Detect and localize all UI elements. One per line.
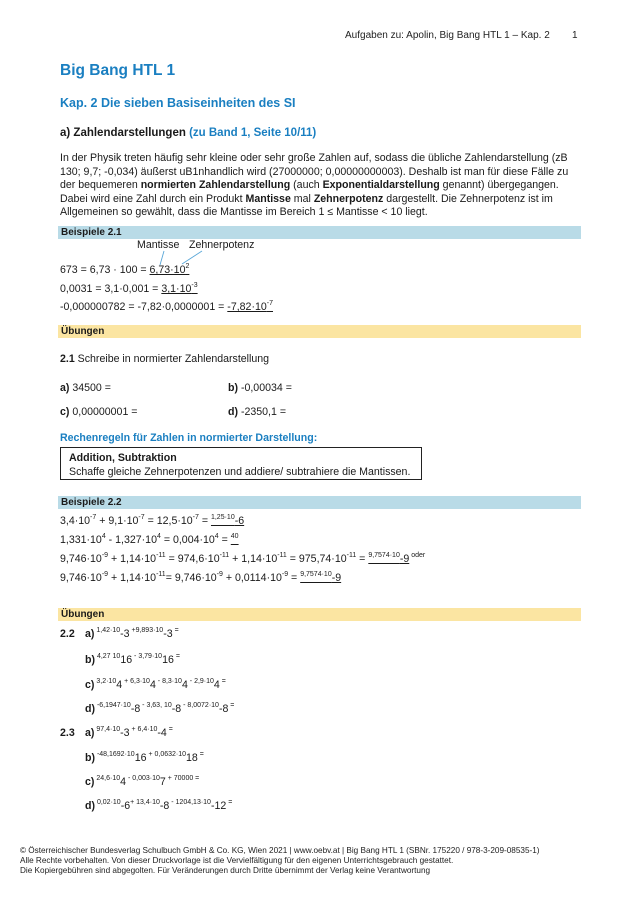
exponent: -7 [192,514,199,521]
section-title-text: a) Zahlendarstellungen [60,127,190,139]
expression-part: -4 [157,727,167,739]
exponent: 97,4·10 [94,726,121,733]
exponent: -9 [216,571,223,578]
exponent: = [226,799,233,806]
footer-line-3: Die Kopiergebühren sind abgegolten. Für Veränderungen durch Dritte übernimmt der Verlag keine Verantwortung [20,866,431,876]
exponent: 9,7574·10 [300,571,332,578]
item-letter: d) [228,406,238,418]
expression-part: - 1,327·10 [105,534,157,546]
expression-part: 4 [149,679,156,691]
exponent: - 8,0072·10 [181,702,219,709]
rules-heading: Rechenregeln für Zahlen in normierter Darstellung: [60,432,318,444]
exercise-2-2-d [85,703,234,715]
expression-part: -3 [120,727,130,739]
expression-part: 4 [213,679,220,691]
exponent: + 6,3·10 [122,678,150,685]
exercise-2-1-task [60,353,269,365]
example-2-2-row-2 [60,534,239,546]
exercise-instruction: Schreibe in normierter Zahlendarstellung [74,353,270,365]
examples-2-2-bar: Beispiele 2.2 [58,496,581,509]
exponent: 0,02·10 [95,799,121,806]
exercise-2-2-b [85,654,180,666]
exponent: = [197,751,204,758]
result-exponent: 2 [185,263,190,270]
expression-part: -9 [399,553,410,565]
exponent: - 2,9·10 [187,678,214,685]
exponent: -11 [277,552,287,559]
rule-box-title: Addition, Subtraktion [69,452,177,464]
exponent: -48,1692·10 [95,751,135,758]
expression-part: -6 [120,800,131,812]
expression-part: = 974,6·10 [165,553,220,565]
expression-part: -9 [331,572,342,584]
example-line-3-result [227,301,273,313]
expression-part: = [218,534,231,546]
exercise-2-2-a [85,628,179,640]
underlined-result [211,515,244,527]
item-letter: a) [85,727,95,739]
examples-2-1-bar: Beispiele 2.1 [58,226,581,239]
exponent: -11 [219,552,230,559]
example-line-2-text: 0,0031 = 3,1·0,001 = [60,283,162,295]
expression-part: = [288,572,301,584]
underlined-result [368,553,409,565]
footer-line-1: © Österreichischer Bundesverlag Schulbuch GmbH & Co. KG, Wien 2021 | www.oebv.at | Big Bang HTL 1 (SBNr. 175220 / 978-3-209-08535-1) [20,846,540,855]
example-2-2-row-3 [60,553,425,565]
expression-part: -6 [234,515,245,527]
example-line-1 [60,264,189,276]
item-letter: a) [60,382,70,394]
exercise-2-3-c [85,776,199,788]
exponent: - 3,79·10 [132,653,163,660]
underlined-result [300,572,341,584]
intro-text-5: dargestellt. Die Zehnerpotenz ist im Allgemeinen so gewählt, dass die Mantisse im Bereich 1 ≤ Mantisse < 10 liegt. [60,192,553,219]
expression-part: = 0,004·10 [160,534,215,546]
expression-part: + 9,1·10 [96,515,139,527]
expression-part: 1,331·10 [60,534,102,546]
section-title [60,127,316,139]
exercise-2-3-number: 2.3 [60,727,75,739]
term-zehnerpotenz: Zehnerpotenz [313,192,384,205]
exercise-number: 2.1 [60,353,75,365]
exponent: 1,25·10 [210,514,235,521]
exponent: -9 [101,552,109,559]
exercise-2-2-c [85,679,226,691]
exercises-bar-2: Übungen [58,608,581,621]
page-number: 1 [572,30,578,41]
result-mantissa: 3,1·10 [161,283,192,295]
item-text: 34500 = [69,382,111,394]
expression-part: -3 [120,628,130,640]
item-text: -0,00034 = [238,382,292,394]
expression-part: -8 [171,703,182,715]
exponent: 4 [101,533,106,540]
exercise-2-3-a [85,727,173,739]
exponent: -7 [90,514,97,521]
expression-part: -8 [159,800,170,812]
expression-part: -3 [163,628,173,640]
expression-part: 18 [186,752,198,764]
exponent: 4 [156,533,161,540]
expression-part: 16 [120,654,133,666]
section-reference: (zu Band 1, Seite 10/11) [189,127,317,139]
term-exponential: Exponentialdarstellung [322,179,440,192]
item-text: 0,00000001 = [69,406,138,418]
intro-text-1: In der Physik treten häufig sehr kleine oder sehr große Zahlen auf, sodass die übliche Zahlendarstellung (zB 130; 9,7; -0,034) äußerst uB1nhandlich wird (27000000; 0,00000000003). Deshalb ist man für diese Fälle zu der bequemeren [60,152,569,192]
exercise-2-3-d [85,800,232,812]
expression-part: + 1,14·10 [108,572,157,584]
exponent: - 0,003·10 [126,775,160,782]
example-line-1-text: 673 = 6,73 · 100 = [60,264,150,276]
intro-text-3: genannt) übergegangen. Dabei wird eine Zahl durch ein Produkt [60,179,559,205]
running-header: Aufgaben zu: Apolin, Big Bang HTL 1 – Kap. 2 [345,30,550,41]
item-letter: b) [85,752,95,764]
exponent: -7 [138,514,145,521]
exponent: = [173,653,180,660]
expression-part: 16 [134,752,147,764]
item-letter: c) [60,406,70,418]
item-letter: b) [228,382,238,394]
example-line-1-result [150,264,190,276]
term-mantisse: Mantisse [245,192,291,205]
expression-part: + 1,14·10 [229,553,278,565]
exponent: -9 [101,571,109,578]
exponent: + 0,0632·10 [146,751,187,758]
result-exponent: -7 [266,300,273,307]
exponent: - 3,63, 10 [140,702,172,709]
example-2-2-row-1 [60,515,244,527]
item-text: -2350,1 = [238,406,287,418]
exponent: 4,27 10 [95,653,121,660]
item-letter: d) [85,800,95,812]
example-line-2-result [161,283,197,295]
expression-part: 7 [159,776,166,788]
expression-part: = 9,746·10 [165,572,217,584]
expression-part: -8 [130,703,141,715]
item-letter: c) [85,776,95,788]
expression-part: 4 [120,776,127,788]
expression-part: 3,4·10 [60,515,91,527]
exercises-bar-1: Übungen [58,325,581,338]
exercise-2-1-c [60,406,137,418]
exponent: -9 [281,571,289,578]
underlined-result [231,534,239,546]
mantisse-pointer [160,251,164,265]
exponent: 1,42·10 [94,627,121,634]
expression-part: = 975,74·10 [286,553,347,565]
result-mantissa: -7,82·10 [227,301,267,313]
expression-part: 9,746·10 [60,553,102,565]
term-normiert: normierten Zahlendarstellung [140,179,291,192]
chapter-title: Kap. 2 Die sieben Basiseinheiten des SI [60,96,296,110]
expression-part: -8 [218,703,229,715]
exponent: 3,2·10 [94,678,117,685]
item-letter: c) [85,679,95,691]
example-2-2-row-4 [60,572,341,584]
exponent: -6,1947·10 [95,702,131,709]
exponent: +9,893·10 [129,627,164,634]
exponent: 9,7574·10 [368,552,400,559]
result-exponent: -3 [191,282,198,289]
rule-box-text: Schaffe gleiche Zehnerpotenzen und addiere/ subtrahiere die Mantissen. [69,466,411,478]
exponent: + 70000 = [165,775,200,782]
exponent: - 8,3·10 [155,678,182,685]
exponent: 4 [214,533,219,540]
exponent: + 6,4·10 [129,726,158,733]
item-letter: b) [85,654,95,666]
item-letter: d) [85,703,95,715]
example-line-3-text: -0,000000782 = -7,82·0,0000001 = [60,301,228,313]
exponent: = [166,726,173,733]
intro-text-4: mal [290,192,314,205]
exponent: + 13,4·10 [130,799,160,806]
exponent: 40 [230,533,239,540]
expression-part: + 0,0114·10 [222,572,282,584]
item-letter: a) [85,628,95,640]
exercise-2-1-b [228,382,292,394]
exercise-2-1-a [60,382,111,394]
exponent: = [172,627,179,634]
book-title: Big Bang HTL 1 [60,62,176,79]
exercise-2-2-number: 2.2 [60,628,75,640]
result-mantissa: 6,73·10 [149,264,186,276]
expression-part: + 1,14·10 [108,553,157,565]
exponent: -11 [346,552,357,559]
expression-part: = [356,553,369,565]
expression-part: 16 [162,654,174,666]
expression-part: 4 [116,679,123,691]
footer-line-2: Alle Rechte vorbehalten. Von dieser Druckvorlage ist die Vervielfältigung für den eigenen Unterrichtsgebrauch gestattet. [20,856,454,866]
expression-part: = [198,515,211,527]
expression-part: -12 [210,800,227,812]
exponent: = [219,678,226,685]
expression-part: 4 [181,679,188,691]
rule-box [60,447,422,480]
exercise-2-3-b [85,752,204,764]
intro-paragraph [60,152,585,220]
label-mantisse: Mantisse [137,239,180,251]
example-line-2 [60,283,198,295]
expression-part: 9,746·10 [60,572,102,584]
exponent: oder [409,552,426,559]
exponent: -11 [156,571,166,578]
example-line-3 [60,301,273,313]
exponent: = [228,702,235,709]
exponent: - 1204,13·10 [169,799,211,806]
intro-text-2: (auch [290,179,323,192]
expression-part: = 12,5·10 [144,515,193,527]
exponent: 24,6·10 [94,775,121,782]
exercise-2-1-d [228,406,286,418]
copyright-footer [20,846,540,877]
label-zehnerpotenz: Zehnerpotenz [189,239,255,251]
exponent: -11 [156,552,166,559]
